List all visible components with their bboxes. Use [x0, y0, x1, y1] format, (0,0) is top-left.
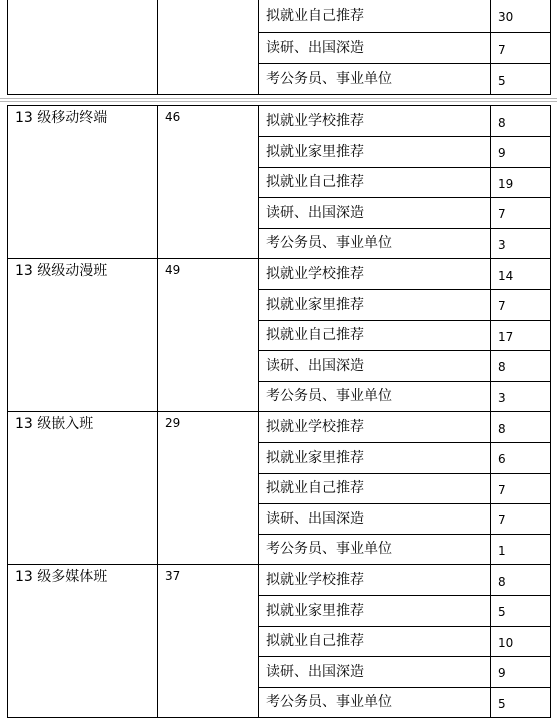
group-total-cell: 49	[158, 259, 259, 412]
count-cell: 7	[491, 198, 551, 229]
count-cell: 8	[491, 412, 551, 443]
category-cell: 读研、出国深造	[259, 33, 491, 64]
category-cell: 考公务员、事业单位	[259, 64, 491, 95]
count-cell: 8	[491, 351, 551, 382]
count-cell: 5	[491, 596, 551, 627]
table-row	[8, 412, 551, 443]
category-cell: 拟就业家里推荐	[259, 443, 491, 474]
count-cell: 8	[491, 106, 551, 137]
category-cell: 拟就业学校推荐	[259, 412, 491, 443]
category-cell: 拟就业学校推荐	[259, 565, 491, 596]
page-break-line	[0, 98, 557, 99]
category-cell: 读研、出国深造	[259, 657, 491, 688]
group-name-cell: 13 级移动终端	[8, 106, 158, 259]
count-cell: 3	[491, 228, 551, 259]
category-cell: 拟就业自己推荐	[259, 626, 491, 657]
count-cell: 5	[491, 64, 551, 95]
category-cell: 读研、出国深造	[259, 198, 491, 229]
category-cell: 拟就业家里推荐	[259, 290, 491, 321]
count-cell: 9	[491, 137, 551, 168]
group-name-cell	[8, 0, 158, 95]
group-total-cell	[158, 0, 259, 95]
group-name-cell: 13 级多媒体班	[8, 565, 158, 718]
category-cell: 考公务员、事业单位	[259, 228, 491, 259]
count-cell: 7	[491, 473, 551, 504]
count-cell: 19	[491, 167, 551, 198]
category-cell: 拟就业自己推荐	[259, 167, 491, 198]
count-cell: 17	[491, 320, 551, 351]
category-cell: 考公务员、事业单位	[259, 534, 491, 565]
category-cell: 拟就业自己推荐	[259, 0, 491, 33]
group-name-cell: 13 级嵌入班	[8, 412, 158, 565]
count-cell: 14	[491, 259, 551, 290]
group-total-cell: 37	[158, 565, 259, 718]
group-total-cell: 29	[158, 412, 259, 565]
employment-table-top-fragment	[7, 0, 551, 95]
count-cell: 30	[491, 0, 551, 33]
table-row	[8, 565, 551, 596]
category-cell: 考公务员、事业单位	[259, 687, 491, 718]
count-cell: 7	[491, 33, 551, 64]
category-cell: 拟就业学校推荐	[259, 259, 491, 290]
count-cell: 8	[491, 565, 551, 596]
count-cell: 5	[491, 687, 551, 718]
category-cell: 拟就业自己推荐	[259, 320, 491, 351]
count-cell: 1	[491, 534, 551, 565]
category-cell: 拟就业家里推荐	[259, 137, 491, 168]
page-break-line	[0, 101, 557, 102]
category-cell: 读研、出国深造	[259, 504, 491, 535]
category-cell: 拟就业家里推荐	[259, 596, 491, 627]
table-row	[8, 106, 551, 137]
count-cell: 3	[491, 381, 551, 412]
category-cell: 读研、出国深造	[259, 351, 491, 382]
count-cell: 9	[491, 657, 551, 688]
count-cell: 7	[491, 290, 551, 321]
category-cell: 拟就业自己推荐	[259, 473, 491, 504]
count-cell: 10	[491, 626, 551, 657]
group-total-cell: 46	[158, 106, 259, 259]
employment-table	[7, 105, 551, 718]
category-cell: 考公务员、事业单位	[259, 381, 491, 412]
group-name-cell: 13 级级动漫班	[8, 259, 158, 412]
table-row	[8, 259, 551, 290]
count-cell: 7	[491, 504, 551, 535]
table-row	[8, 0, 551, 33]
count-cell: 6	[491, 443, 551, 474]
category-cell: 拟就业学校推荐	[259, 106, 491, 137]
